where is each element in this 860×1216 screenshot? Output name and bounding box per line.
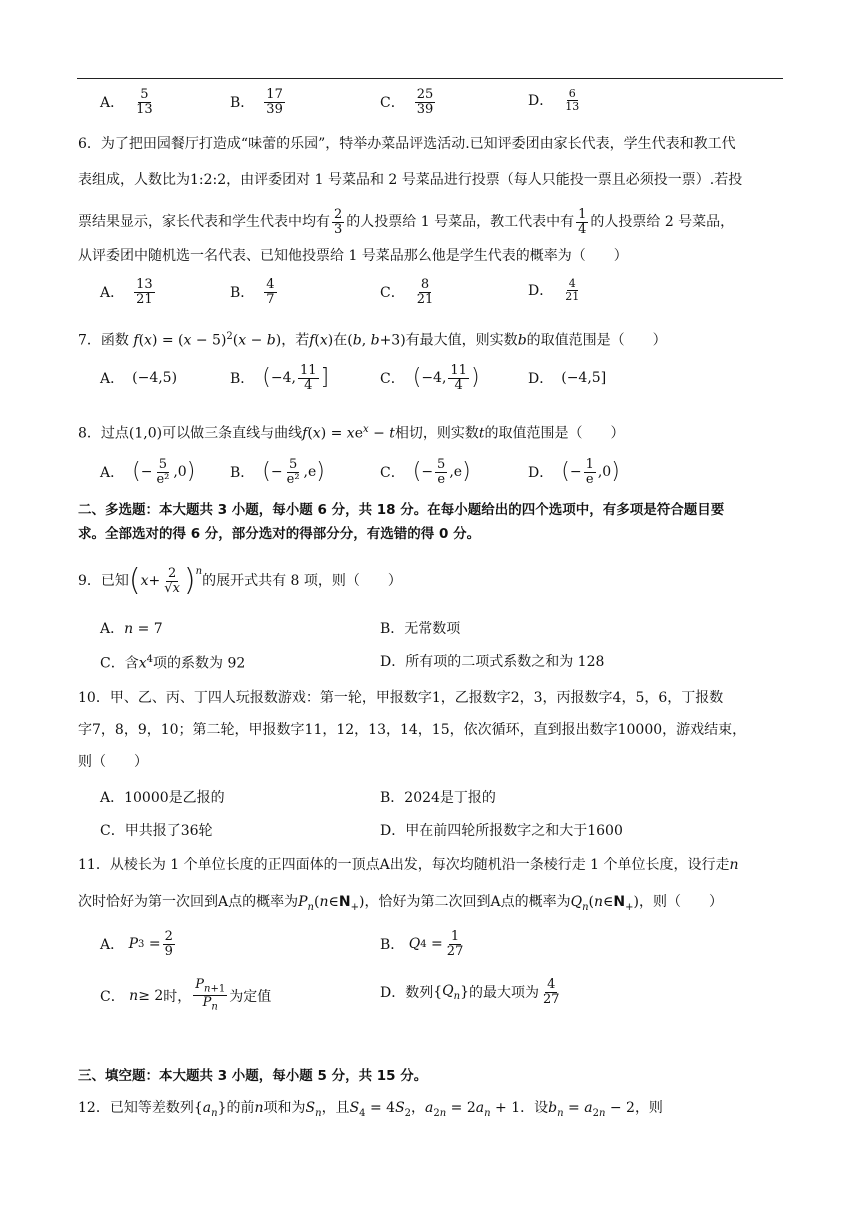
q10-option-a[interactable]: A．10000是乙报的 <box>100 790 225 806</box>
q11-option-b[interactable]: B． Q 4 = $\frac{1}{27}$ <box>380 929 464 959</box>
q9-option-d[interactable]: D．所有项的二项式系数之和为 128 <box>380 654 605 670</box>
q10-line3: 则（ ） <box>78 754 148 770</box>
q8-option-a[interactable]: A． ( − $\frac{5}{\text{e²}}$ ,0 ) <box>100 457 196 487</box>
q8-stem: 8．过点(1,0)可以做三条直线与曲线$f(x) = xe^x - t$相切，则实数t的取值范围是（ ） <box>78 424 625 442</box>
q10-option-b[interactable]: B．2024是丁报的 <box>380 790 496 806</box>
q9-option-c[interactable]: C．含$x^4$项的系数为 92 <box>100 654 246 672</box>
q6-option-d[interactable]: D． $\frac{4}{21}$ <box>528 277 580 303</box>
q5-option-b[interactable]: B． $\frac{17}{39}$ <box>230 87 283 117</box>
q10-line2: 字7，8，9，10；第二轮，甲报数字11，12，13，14，15，依次循环，直到报出数字10000，游戏结束， <box>78 722 747 738</box>
q7-stem: 7．函数 $f(x) = (x - 5)^2(x - b)$，若f(x)在(b, b+3)有最大值，则实数b的取值范围是（ ） <box>78 331 667 349</box>
q11-line1: 11．从棱长为 1 个单位长度的正四面体的一顶点A出发，每次均随机沿一条棱行走 1 个单位长度，设行走n <box>78 857 739 873</box>
q6-line3: 票结果显示，家长代表和学生代表中均有 $\frac{2}{3}$ 的人投票给 1 号菜品，教工代表中有 $\frac{1}{4}$ 的人投票给 2 号菜品， <box>78 207 735 237</box>
q6-line2: 表组成，人数比为1:2:2，由评委团对 1 号菜品和 2 号菜品进行投票（每人只能投一票且必须投一票）.若投 <box>78 172 743 188</box>
q7-option-c[interactable]: C． ( −4, $\frac{11}{4}$ ) <box>380 363 480 393</box>
q10-option-c[interactable]: C．甲共报了36轮 <box>100 823 213 839</box>
q11-option-d[interactable]: D．数列 { $Q_n$ } 的最大项为 $\frac{4}{27}$ <box>380 977 560 1007</box>
q9-option-b[interactable]: B．无常数项 <box>380 621 461 637</box>
q11-option-a[interactable]: A． P 3 = $\frac{2}{9}$ <box>100 929 173 959</box>
section-2-heading-line1: 二、多选题：本大题共 3 小题，每小题 6 分，共 18 分。在每小题给出的四个选项中，有多项是符合题目要 <box>78 502 725 518</box>
q5-option-c[interactable]: C． $\frac{25}{39}$ <box>380 87 434 117</box>
section-2-heading-line2: 求。全部选对的得 6 分，部分选对的得部分分，有选错的得 0 分。 <box>78 526 481 542</box>
q9-stem: 9．已知 ( x + $\frac{2}{√x}$ ) $^n$ 的展开式共有 8 项，则（ ） <box>78 563 402 598</box>
q7-option-b[interactable]: B． ( −4, $\frac{11}{4}$ ] <box>230 363 330 393</box>
q6-line4: 从评委团中随机选一名代表、已知他投票给 1 号菜品那么他是学生代表的概率为（ ） <box>78 248 628 264</box>
section-3-heading: 三、填空题：本大题共 3 小题，每小题 5 分，共 15 分。 <box>78 1068 428 1084</box>
q8-option-c[interactable]: C． ( − $\frac{5}{e}$ ,e ) <box>380 457 471 487</box>
q10-line1: 10．甲、乙、丙、丁四人玩报数游戏：第一轮，甲报数字1，乙报数字2，3，丙报数字4，5，6，丁报数 <box>78 690 724 706</box>
q9-option-a[interactable]: A．n = 7 <box>100 621 163 637</box>
q10-option-d[interactable]: D．甲在前四轮所报数字之和大于1600 <box>380 823 623 839</box>
q11-option-c[interactable]: C． n ≥ 2 时， $\frac{P_{n+1}}{P_n}$ 为定值 <box>100 977 272 1013</box>
q7-option-d[interactable]: D． (−4,5] <box>528 370 607 387</box>
q6-line1: 6．为了把田园餐厅打造成“味蕾的乐园”，特举办菜品评选活动.已知评委团由家长代表，学生代表和教工代 <box>78 136 736 152</box>
q11-line2: 次时恰好为第一次回到A点的概率为$P_n(n\in N_+)$，恰好为第二次回到A点的概率为$Q_n(n\in N_+)$，则（ ） <box>78 894 723 913</box>
header-rule <box>77 78 783 79</box>
q8-option-b[interactable]: B． ( − $\frac{5}{\text{e²}}$ ,e ) <box>230 457 325 487</box>
q7-option-a[interactable]: A． (−4,5) <box>100 370 178 387</box>
q8-option-d[interactable]: D． ( − $\frac{1}{e}$ ,0 ) <box>528 457 620 487</box>
q5-option-d[interactable]: D． $\frac{6}{13}$ <box>528 87 580 113</box>
q6-option-c[interactable]: C． $\frac{8}{21}$ <box>380 277 434 307</box>
q6-option-a[interactable]: A． $\frac{13}{21}$ <box>100 277 153 307</box>
q5-option-a[interactable]: A． $\frac{5}{13}$ <box>100 87 153 117</box>
q6-option-b[interactable]: B． $\frac{4}{7}$ <box>230 277 275 307</box>
question-12: 12．已知等差数列$\{a_n\}$的前n项和为$S_n$，且$S_4 = 4S_2$，$a_{2n} = 2a_n + 1$．设$b_n = a_{2n} - 2$，则 <box>78 1100 663 1119</box>
